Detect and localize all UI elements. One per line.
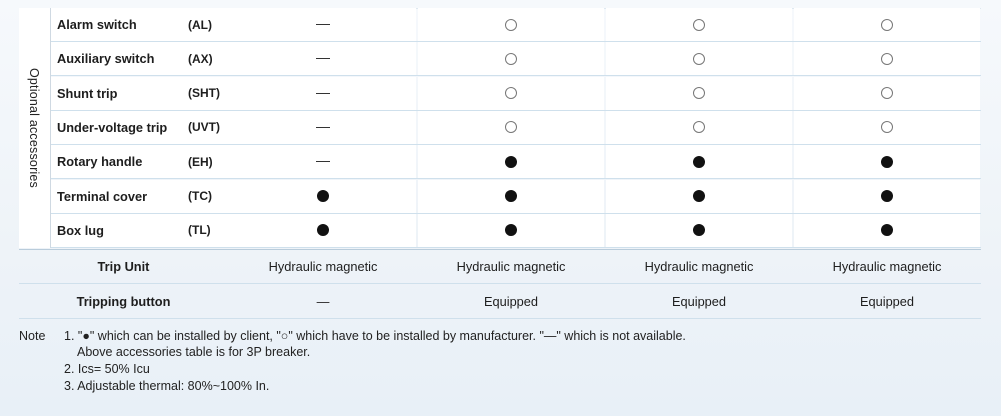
note-line-1b: Above accessories table is for 3P breaker. [77,345,311,359]
availability-cell [230,214,416,247]
availability-cell [230,180,416,213]
filled-dot-icon [505,224,517,236]
dash-icon [316,93,330,94]
tripping-button-value: Equipped [671,294,727,309]
availability-cell [606,111,792,144]
filled-dot-icon [881,156,893,168]
availability-cell [418,145,604,178]
availability-cell [230,42,416,75]
accessory-name: Rotary handle [57,154,143,170]
availability-cell [794,111,980,144]
filled-dot-icon [881,224,893,236]
availability-cell [606,214,792,247]
row-separator [19,318,981,319]
availability-cell [794,145,980,178]
availability-cell [606,8,792,41]
filled-dot-icon [317,224,329,236]
tripping-button-value: Equipped [483,294,539,309]
hollow-circle-icon [881,87,893,99]
availability-cell [418,111,604,144]
trip-unit-value: Hydraulic magnetic [456,259,566,274]
accessory-code: (TC) [188,189,212,203]
availability-cell [418,214,604,247]
accessory-code: (AX) [188,51,213,66]
accessory-name: Auxiliary switch [57,51,155,67]
accessory-name: Terminal cover [57,188,148,204]
accessory-name: Alarm switch [57,17,137,32]
tripping-button-label: Tripping button [76,294,171,309]
note-label: Note [19,329,46,343]
side-label-text: Optional accessories [27,67,42,189]
hollow-circle-icon [505,19,517,31]
row-separator [51,247,981,248]
trip-unit-value: Hydraulic magnetic [268,259,378,274]
accessory-name: Under-voltage trip [57,119,168,135]
dash-icon [316,161,330,162]
availability-cell [606,77,792,110]
column-gap [792,8,794,248]
filled-dot-icon [505,156,517,168]
column-gap [228,8,230,248]
trip-unit-label: Trip Unit [97,259,150,274]
hollow-circle-icon [881,19,893,31]
tripping-button-value: — [316,294,330,309]
filled-dot-icon [317,190,329,202]
hollow-circle-icon [505,121,517,133]
availability-cell [418,77,604,110]
availability-cell [794,8,980,41]
availability-cell [230,145,416,178]
availability-cell [418,42,604,75]
side-header [19,8,51,248]
availability-cell [606,42,792,75]
filled-dot-icon [693,224,705,236]
accessory-code: (SHT) [188,86,220,101]
hollow-circle-icon [505,53,517,65]
availability-cell [606,145,792,178]
hollow-circle-icon [693,53,705,65]
trip-unit-value: Hydraulic magnetic [832,259,942,274]
availability-cell [794,42,980,75]
column-gap [604,8,606,248]
note-line-3: 3. Adjustable thermal: 80%~100% In. [64,379,270,393]
hollow-circle-icon [881,121,893,133]
accessory-code: (EH) [188,154,213,169]
filled-dot-icon [881,190,893,202]
availability-cell [230,8,416,41]
accessory-code: (TL) [188,223,211,238]
availability-cell [230,111,416,144]
accessory-name: Box lug [57,222,104,238]
hollow-circle-icon [881,53,893,65]
accessory-name: Shunt trip [57,85,118,101]
note-line-2: 2. Ics= 50% Icu [64,362,150,376]
filled-dot-icon [693,156,705,168]
availability-cell [230,77,416,110]
availability-cell [794,77,980,110]
dash-icon [316,127,330,128]
note-line-1: 1. "●" which can be installed by client, "○" which have to be installed by manufacturer. "—" which is not available. [64,329,686,343]
row-separator [19,283,981,284]
dash-icon [316,58,330,59]
accessory-code: (AL) [188,17,212,32]
dash-icon [316,24,330,25]
trip-unit-value: Hydraulic magnetic [644,259,754,274]
filled-dot-icon [693,190,705,202]
accessory-code: (UVT) [188,120,220,135]
availability-cell [794,180,980,213]
column-gap [416,8,418,248]
availability-cell [418,180,604,213]
hollow-circle-icon [693,121,705,133]
availability-cell [606,180,792,213]
hollow-circle-icon [693,87,705,99]
hollow-circle-icon [693,19,705,31]
tripping-button-value: Equipped [859,294,915,309]
availability-cell [418,8,604,41]
availability-cell [794,214,980,247]
hollow-circle-icon [505,87,517,99]
filled-dot-icon [505,190,517,202]
